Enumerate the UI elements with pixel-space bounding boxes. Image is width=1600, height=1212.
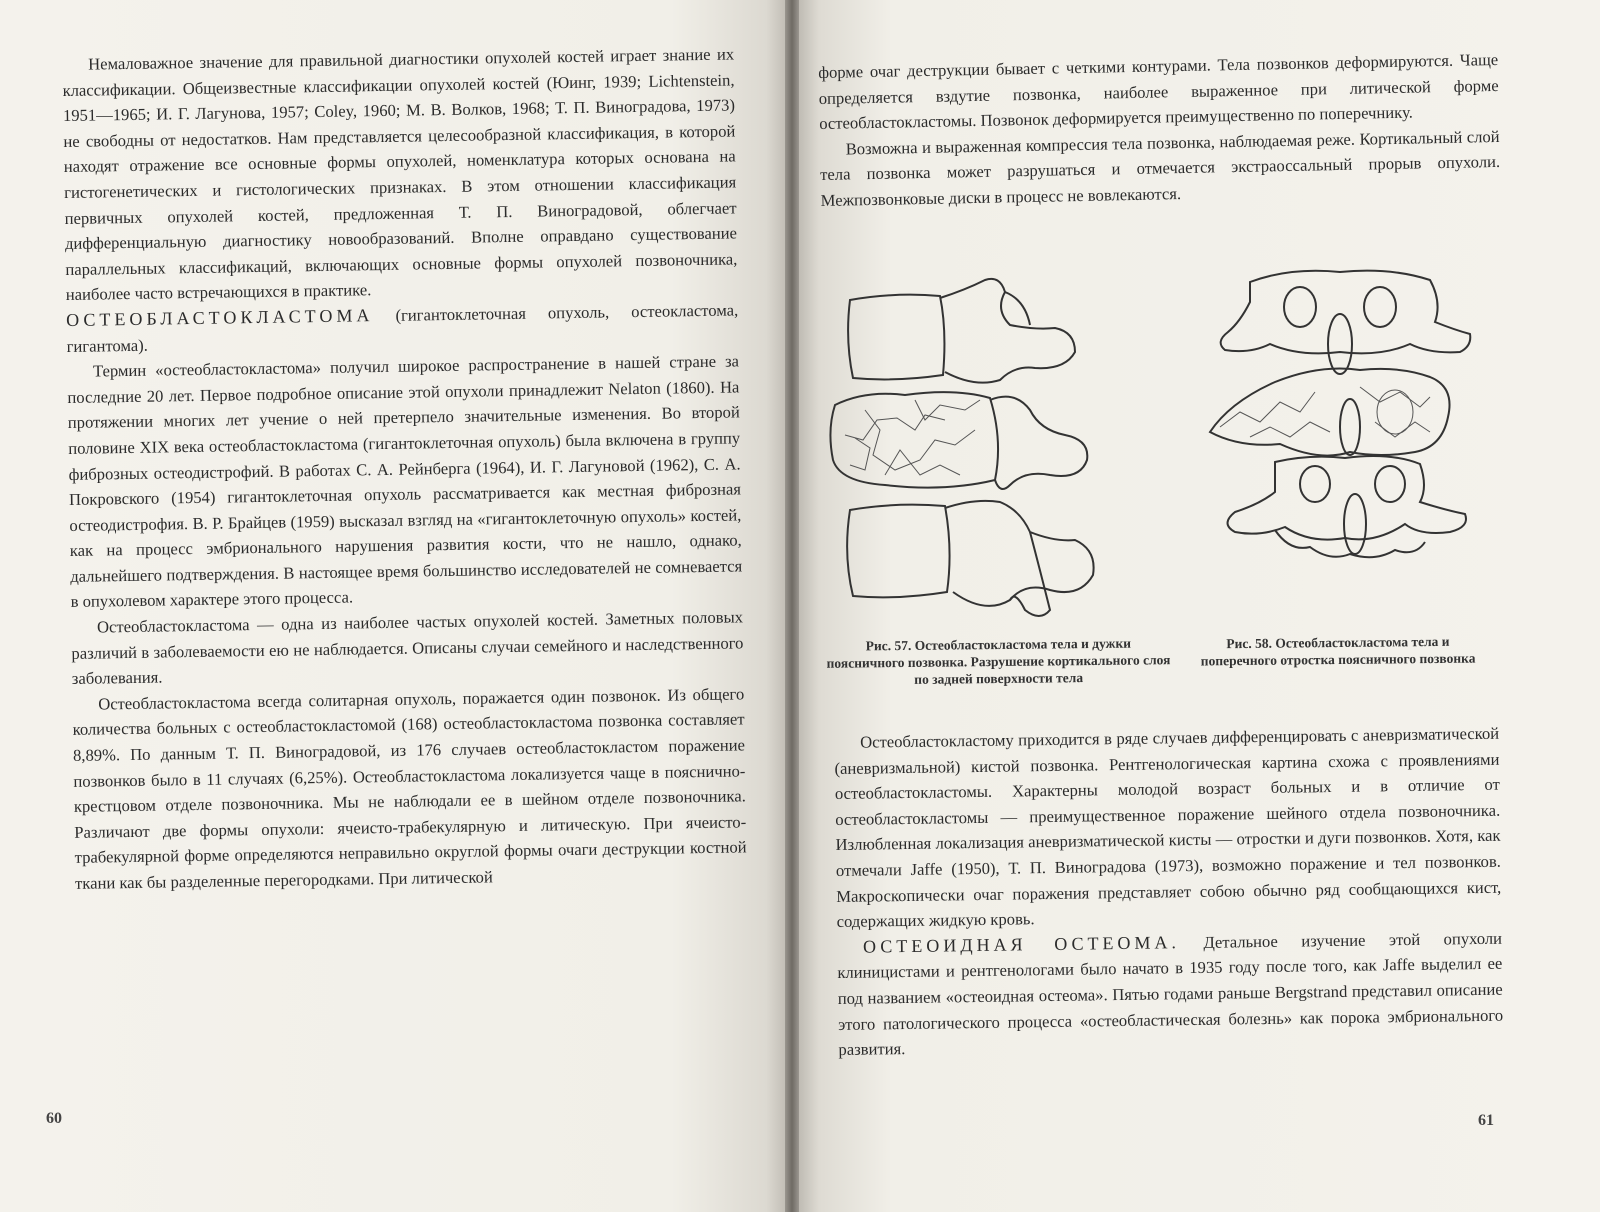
destruction-line	[850, 438, 870, 470]
paragraph-classification: Немаловажное значение для правильной диагностики опухолей костей играет знание их классификации. Общеизвестные классификации опухолей костей (Юинг, 1939; Lichtenstein, 1951—1965; И. Г. Лагунова, 1957; Coley, 1960; М. В. Волков, 1968; Т. П. Виноградова, 1973) не свободны от недостатков. Нам представляется целесообразной классификация, в которой находят отражение все основные формы опухолей, номенклатура которых основана на гистогенетических и гистологических признаках. В этом отношении классификация первичных опухолей костей, предложенная Т. П. Виноградовой, облегчает дифференциальную диагностику новообразований. Вполне оправдано существование параллельных классификаций, включающих основные формы опухолей позвоночника, наиболее часто встречающихся в практике.	[62, 44, 738, 305]
affected-vertebral-body	[830, 392, 998, 487]
lower-posterior-elements	[945, 501, 1094, 606]
lower-inferior-process	[1010, 532, 1050, 616]
destruction-line	[845, 415, 945, 440]
figure-58-caption: Рис. 58. Остеобластокластома тела и поперечного отростка поясничного позвонка	[1200, 633, 1476, 669]
figure-57-caption: Рис. 57. Остеобластокластома тела и дужки поясничного позвонка. Разрушение кортикального слоя по задней поверхности тела	[826, 635, 1171, 687]
upper-spinous-process	[1328, 314, 1352, 374]
upper-pedicle-right	[1364, 287, 1396, 327]
upper-vertebral-body	[848, 295, 944, 380]
section-heading-title: ОСТЕОБЛАСТОКЛАСТОМА	[66, 305, 374, 330]
paragraph-solitary-tumor: Остеобластокластома всегда солитарная опухоль, поражается один позвонок. Из общего количества больных с остеобластокластомой (168) остеобластокластома позвонка составляет 8,89%. По данным Т. П. Виноградовой, из 176 случаев остеобластокластом поражение позвонков было в 11 случаях (6,25%). Остеобластокластома локализуется чаще в пояснично-крестцовом отделе позвоночника. Мы не наблюдали ее в шейном отделе позвоночника. Различают две формы опухоли: ячеисто-трабекулярную и литическую. При ячеисто-трабекулярной форме определяются неправильно округлой формы очаги деструкции костной ткани как бы разделенные перегородками. При литической	[72, 684, 747, 893]
destruction-line	[1250, 422, 1330, 437]
section-heading-synonyms: (гигантоклеточная опухоль, остеокластома, гигантома).	[66, 300, 739, 356]
figure-57-illustration	[825, 270, 1170, 630]
lower-pedicle-right	[1375, 466, 1405, 502]
figure-57-drawing	[825, 270, 1170, 630]
lytic-focus	[1377, 390, 1413, 434]
figure-58-drawing	[1180, 262, 1500, 572]
lower-vertebral-body	[847, 505, 949, 598]
upper-pedicle-left	[1284, 287, 1316, 327]
paragraph-osteoid-osteoma	[837, 925, 1504, 1062]
affected-spinous-process	[1340, 399, 1360, 455]
paragraph-destruction-focus: форме очаг деструкции бывает с четкими контурами. Тела позвонков деформируются. Чаще определяется вздутие позвонка, наиболее выраженное при литической форме остеобластокластомы. Позвонок деформируется преимущественно по поперечнику.	[818, 49, 1499, 134]
left-page-text	[62, 41, 747, 896]
destruction-line	[865, 410, 975, 470]
book-gutter	[785, 0, 799, 1212]
destruction-line	[1375, 422, 1430, 437]
lower-spinous-process	[1344, 494, 1366, 554]
upper-spinous-process	[1005, 292, 1030, 325]
affected-posterior-elements	[990, 397, 1087, 489]
upper-vertebra-outline	[1221, 271, 1471, 354]
paragraph-aneurysmal-cyst: Остеобластокластому приходится в ряде случаев дифференцировать с аневризматической (аневризмальной) кистой позвонка. Рентгенологическая картина схожа с проявлениями остеобластокластомы. Характерны молодой возраст больных и в отличие от остеобластокластомы — преимущественное поражение шейного отдела позвоночника. Излюбленная локализация аневризматической кисты — отростки и дуги позвонков. Хотя, как отмечали Jaffe (1950), Т. П. Виноградова (1973), возможно поражение и тел позвонков. Макроскопически очаг поражения представляет собою обычно ряд сообщающихся кист, содержащих жидкую кровь.	[834, 723, 1502, 932]
paragraph-compression: Возможна и выраженная компрессия тела позвонка, наблюдаемая реже. Кортикальный слой тела позвонка может разрушаться и отмечается экстраоссальный прорыв опухоли. Межпозвонковые диски в процесс не вовлекаются.	[820, 126, 1501, 210]
figure-58-illustration	[1180, 262, 1500, 572]
lower-vertebra-outline	[1228, 456, 1467, 540]
section-heading-osteoid-osteoma: ОСТЕОИДНАЯ ОСТЕОМА.	[862, 931, 1181, 957]
affected-vertebra-outline	[1210, 369, 1450, 456]
page-number-right: 61	[1478, 1112, 1494, 1129]
destruction-line	[1220, 392, 1315, 427]
osteoid-osteoma-text: Детальное изучение этой опухоли клиницистами и рентгенологами было начато в 1935 году после того, как Jaffe выделил ее под названием «остеоидная остеома». Пятью годами раньше Bergstrand представил описание этого патологического процесса «остеобластическая болезнь» как порока эмбрионального развития.	[837, 928, 1504, 1060]
destruction-line	[885, 450, 960, 475]
right-page-bottom-text	[834, 721, 1504, 1063]
paragraph-frequency: Остеобластокластома — одна из наиболее частых опухолей костей. Заметных половых различий в заболеваемости ею не наблюдается. Описаны случаи семейного и наследственного заболевания.	[71, 607, 744, 689]
lower-pedicle-left	[1300, 466, 1330, 502]
paragraph-term-history: Термин «остеобластокластома» получил широкое распространение в нашей стране за последние 20 лет. Первое подробное описание этой опухоли принадлежит Nelaton (1860). На протяжении многих лет учение о ней претерпело значительные изменения. Во второй половине XIX века остеобластокластома (гигантоклеточная опухоль) была включена в группу фиброзных остеодистрофий. В работах С. А. Рейнберга (1964), И. Г. Лагуновой (1962), С. А. Покровского (1954) гигантоклеточная опухоль рассматривается как местная фиброзная остеодистрофия. В. Р. Брайцев (1959) высказал взгляд на «гигантоклеточную опухоль» костей, как на процесс эмбрионального нарушения развития кости, что не нашло, однако, дальнейшего подтверждения. В настоящее время большинство исследователей не сомневается в опухолевом характере этого процесса.	[67, 351, 743, 612]
page-number-left: 60	[46, 1110, 62, 1127]
upper-posterior-elements	[940, 279, 1075, 383]
destruction-line	[915, 400, 980, 420]
right-page-top-text	[818, 47, 1501, 214]
